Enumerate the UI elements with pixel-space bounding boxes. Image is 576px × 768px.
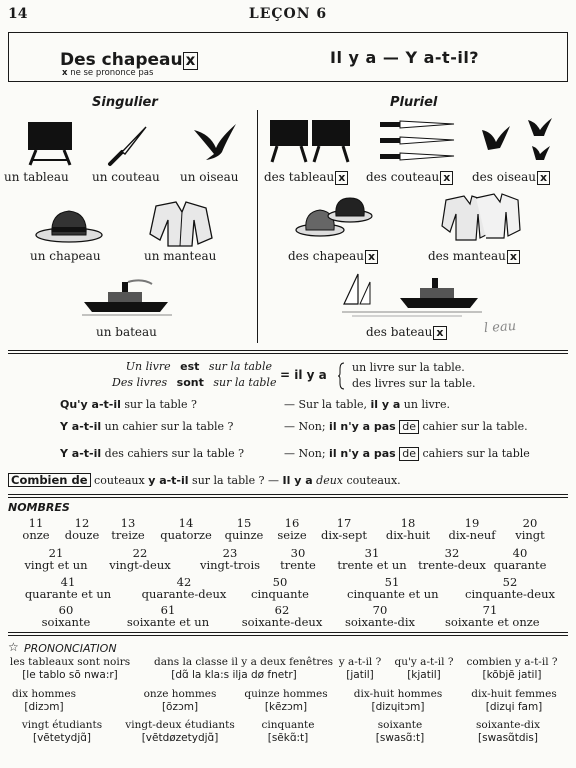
title-x-box: x xyxy=(183,52,199,70)
q2-verb: Y a-t-il xyxy=(60,420,102,433)
blackboards-illustration xyxy=(268,118,352,164)
number-word: cinquante et un xyxy=(347,587,439,601)
number-word: quinze xyxy=(224,528,264,542)
title-sub-x: x xyxy=(62,68,68,78)
grammar-line-2-place: sur la table xyxy=(213,376,277,389)
pronunciation-phrase: onze hommes xyxy=(143,688,217,700)
hats-illustration xyxy=(294,196,374,242)
number-digit: 18 xyxy=(400,516,416,530)
vocab-un-manteau: un manteau xyxy=(144,249,217,263)
number-word: quarante xyxy=(493,558,547,572)
vocab-des-chapeau-text: des chapeau xyxy=(288,249,365,263)
section-divider xyxy=(8,350,568,351)
number-digit: 23 xyxy=(222,546,238,560)
grammar-answer-3 xyxy=(284,447,530,461)
number-word: vingt-trois xyxy=(199,558,261,572)
pronunciation-phrase: soixante-dix xyxy=(476,719,540,731)
number-word: seize xyxy=(277,528,307,542)
pronunciation-phrase: dix hommes xyxy=(12,688,76,700)
number-digit: 20 xyxy=(522,516,538,530)
number-digit: 70 xyxy=(372,603,388,617)
number-digit: 31 xyxy=(364,546,380,560)
number-digit: 62 xyxy=(274,603,290,617)
number-digit: 42 xyxy=(176,575,192,589)
number-word: trente et un xyxy=(337,558,407,572)
a1-start: — Sur la table, xyxy=(284,398,367,411)
x-box: x xyxy=(433,326,446,340)
vocab-un-oiseau: un oiseau xyxy=(180,170,239,184)
section-divider xyxy=(8,353,568,354)
title-left-text: Des chapeau xyxy=(60,50,183,70)
number-word: vingt-deux xyxy=(109,558,171,572)
number-word: quatorze xyxy=(160,528,212,542)
x-box: x xyxy=(507,250,520,264)
phonetic-transcription: [õzɔm] xyxy=(161,701,199,713)
numbers-heading: NOMBRES xyxy=(8,501,70,514)
number-word: soixante et onze xyxy=(445,615,540,629)
phonetic-transcription: [kjatil] xyxy=(407,669,441,681)
number-word: trente xyxy=(280,558,316,572)
section-divider xyxy=(8,632,568,633)
vocab-des-chapeaux xyxy=(288,249,378,264)
x-box: x xyxy=(335,171,348,185)
number-word: vingt xyxy=(515,528,545,542)
number-digit: 12 xyxy=(74,516,90,530)
grammar-answer-2 xyxy=(284,420,528,434)
grammar-line-1-place: sur la table xyxy=(208,360,272,373)
x-box: x xyxy=(440,171,453,185)
vocab-des-bateau-text: des bateau xyxy=(366,325,433,339)
number-word: quarante-deux xyxy=(141,587,227,601)
a1-il-y-a: il y a xyxy=(370,398,401,411)
number-word: treize xyxy=(111,528,145,542)
number-digit: 30 xyxy=(290,546,306,560)
grammar-question-4 xyxy=(8,473,401,487)
a3-start: — Non; xyxy=(284,447,326,460)
phonetic-transcription: [vẽtdøzetydjɑ̃] xyxy=(141,732,219,744)
number-digit: 21 xyxy=(48,546,64,560)
title-des-chapeaux xyxy=(60,50,198,70)
q4-verb: y a-t-il xyxy=(148,474,189,487)
knives-illustration xyxy=(378,118,458,164)
title-subtitle xyxy=(62,68,153,78)
grammar-line-1-subject: Un livre xyxy=(125,360,171,373)
phonetic-transcription: [swasɑ̃:t] xyxy=(375,732,425,744)
vocab-des-tableaux xyxy=(264,170,348,185)
q4-noun: couteaux xyxy=(94,474,145,487)
phonetic-transcription: [dizɥi fam] xyxy=(485,701,543,713)
plural-heading: Pluriel xyxy=(390,95,438,110)
phonetic-transcription: [dizɥitɔm] xyxy=(371,701,425,713)
bird-illustration xyxy=(192,120,238,162)
q4-rest: sur la table ? — xyxy=(192,474,280,487)
grammar-equals-il-y-a: = il y a xyxy=(280,368,327,382)
section-divider xyxy=(8,635,568,636)
q1-verb: Qu'y a-t-il xyxy=(60,398,121,411)
a3-negation: il n'y a pas xyxy=(329,447,396,460)
a4-il-y-a: Il y a xyxy=(282,474,313,487)
a2-de-box: de xyxy=(399,420,419,434)
section-divider xyxy=(8,494,568,495)
number-word: dix-neuf xyxy=(448,528,496,542)
blackboard-illustration xyxy=(24,120,76,166)
number-digit: 17 xyxy=(336,516,352,530)
pronunciation-heading: PRONONCIATION xyxy=(24,642,117,655)
number-word: cinquante-deux xyxy=(465,587,555,601)
pronunciation-phrase: combien y a-t-il ? xyxy=(466,656,558,668)
pronunciation-phrase: qu'y a-t-il ? xyxy=(394,656,454,668)
pronunciation-phrase: les tableaux sont noirs xyxy=(9,656,131,668)
vocab-un-couteau: un couteau xyxy=(92,170,160,184)
phonetic-transcription: [kẽzɔm] xyxy=(264,701,308,713)
q3-verb: Y a-t-il xyxy=(60,447,102,460)
number-word: douze xyxy=(64,528,100,542)
number-digit: 52 xyxy=(502,575,518,589)
grammar-result-2: des livres sur la table. xyxy=(352,377,476,390)
number-word: soixante et un xyxy=(126,615,210,629)
phonetic-transcription: [jatil] xyxy=(346,669,374,681)
brace-icon xyxy=(338,362,346,390)
star-icon: ☆ xyxy=(8,640,19,654)
grammar-line-1-verb: est xyxy=(180,360,200,373)
pronunciation-phrase: dix-huit hommes xyxy=(353,688,443,700)
vocab-des-oiseau-text: des oiseau xyxy=(472,170,536,184)
grammar-result-1: un livre sur la table. xyxy=(352,361,465,374)
q1-rest: sur la table ? xyxy=(124,398,197,411)
a2-negation: il n'y a pas xyxy=(329,420,396,433)
combien-de-box: Combien de xyxy=(8,473,91,487)
x-box: x xyxy=(365,250,378,264)
number-digit: 16 xyxy=(284,516,300,530)
q2-rest: un cahier sur la table ? xyxy=(104,420,234,433)
hat-illustration xyxy=(34,205,104,245)
a4-deux: deux xyxy=(316,474,344,487)
knife-illustration xyxy=(106,124,150,168)
a1-end: un livre. xyxy=(403,398,450,411)
pronunciation-phrase: vingt étudiants xyxy=(21,719,103,731)
a4-end: couteaux. xyxy=(346,474,401,487)
number-digit: 15 xyxy=(236,516,252,530)
pronunciation-phrase: soixante xyxy=(377,719,423,731)
number-word: cinquante xyxy=(251,587,309,601)
a3-end: cahiers sur la table xyxy=(422,447,530,460)
number-word: soixante-deux xyxy=(241,615,323,629)
page-number: 14 xyxy=(8,6,28,22)
number-digit: 22 xyxy=(132,546,148,560)
grammar-line-1 xyxy=(112,360,272,373)
grammar-line-2-verb: sont xyxy=(176,376,204,389)
ship-illustration xyxy=(82,278,172,318)
vocab-des-bateaux xyxy=(366,325,447,340)
phonetic-transcription: [sẽkɑ̃:t] xyxy=(267,732,309,744)
vocab-un-bateau: un bateau xyxy=(96,325,157,339)
number-digit: 51 xyxy=(384,575,400,589)
boats-illustration xyxy=(342,268,482,320)
number-word: soixante-dix xyxy=(344,615,416,629)
vocab-des-manteau-text: des manteau xyxy=(428,249,506,263)
handwritten-note: l eau xyxy=(483,318,517,337)
vocab-des-tableau-text: des tableau xyxy=(264,170,335,184)
number-digit: 60 xyxy=(58,603,74,617)
vocab-un-chapeau: un chapeau xyxy=(30,249,101,263)
coat-illustration xyxy=(146,198,216,248)
number-word: vingt et un xyxy=(24,558,88,572)
number-digit: 11 xyxy=(28,516,44,530)
pronunciation-phrase: cinquante xyxy=(261,719,315,731)
number-digit: 40 xyxy=(512,546,528,560)
phonetic-transcription: [le tablo sõ nwa:r] xyxy=(22,669,118,681)
singular-heading: Singulier xyxy=(92,95,158,110)
grammar-question-3 xyxy=(60,447,244,460)
number-digit: 14 xyxy=(178,516,194,530)
number-word: onze xyxy=(22,528,50,542)
lesson-title: LEÇON 6 xyxy=(248,6,328,22)
phonetic-transcription: [dɑ̃ la kla:s ilja dø fnetr] xyxy=(171,669,297,681)
vocab-des-couteau-text: des couteau xyxy=(366,170,440,184)
pronunciation-phrase: vingt-deux étudiants xyxy=(125,719,235,731)
grammar-line-2-subject: Des livres xyxy=(112,376,168,389)
phonetic-transcription: [vẽtetydjɑ̃] xyxy=(32,732,92,744)
number-digit: 19 xyxy=(464,516,480,530)
grammar-answer-1 xyxy=(284,398,450,411)
column-divider xyxy=(257,110,258,343)
section-divider xyxy=(8,497,568,498)
q3-rest: des cahiers sur la table ? xyxy=(104,447,245,460)
pronunciation-phrase: dans la classe il y a deux fenêtres xyxy=(154,656,334,668)
number-digit: 13 xyxy=(120,516,136,530)
title-il-y-a: Il y a — Y a-t-il? xyxy=(330,48,480,67)
vocab-un-tableau: un tableau xyxy=(4,170,69,184)
phonetic-transcription: [kõbjẽ jatil] xyxy=(482,669,542,681)
vocab-des-couteaux xyxy=(366,170,453,185)
pronunciation-phrase: quinze hommes xyxy=(244,688,328,700)
vocab-des-manteaux xyxy=(428,249,520,264)
birds-illustration xyxy=(480,116,556,164)
grammar-line-2 xyxy=(112,376,277,389)
pronunciation-phrase: dix-huit femmes xyxy=(471,688,557,700)
number-digit: 61 xyxy=(160,603,176,617)
title-sub-text: ne se prononce pas xyxy=(70,68,154,78)
grammar-question-2 xyxy=(60,420,233,433)
a2-end: cahier sur la table. xyxy=(422,420,528,433)
number-word: soixante xyxy=(41,615,91,629)
number-digit: 50 xyxy=(272,575,288,589)
vocab-des-oiseaux xyxy=(472,170,550,185)
number-word: trente-deux xyxy=(418,558,486,572)
pronunciation-phrase: y a-t-il ? xyxy=(338,656,382,668)
x-box: x xyxy=(537,171,550,185)
number-digit: 41 xyxy=(60,575,76,589)
number-word: dix-sept xyxy=(321,528,367,542)
phonetic-transcription: [dizɔm] xyxy=(24,701,64,713)
number-word: dix-huit xyxy=(385,528,431,542)
phonetic-transcription: [swasɑ̃tdis] xyxy=(478,732,538,744)
number-word: quarante et un xyxy=(24,587,112,601)
number-digit: 32 xyxy=(444,546,460,560)
coats-illustration xyxy=(442,192,522,242)
grammar-question-1 xyxy=(60,398,197,411)
a2-start: — Non; xyxy=(284,420,326,433)
number-digit: 71 xyxy=(482,603,498,617)
a3-de-box: de xyxy=(399,447,419,461)
